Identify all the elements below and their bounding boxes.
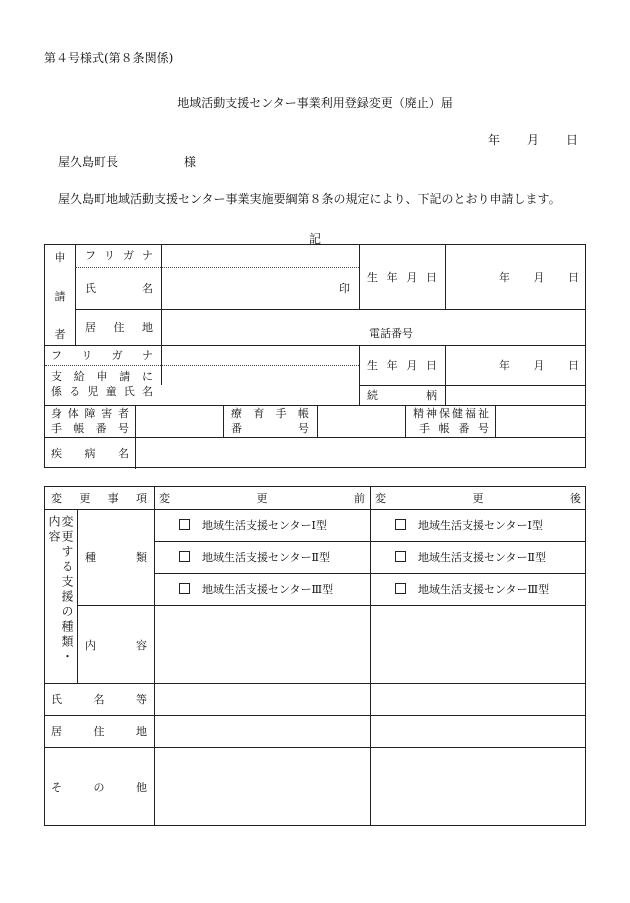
applicant-name-field[interactable]: [163, 270, 343, 306]
changes-table: [44, 486, 586, 826]
child-birth-label: 生 年 月 日: [367, 359, 437, 372]
applicant-address-label: 居 住 地: [85, 321, 153, 334]
change-support-vertical-label: 変更する支援の種類・内容: [47, 515, 74, 665]
addressee: 屋久島町長: [58, 155, 119, 169]
intro-text: 屋久島町地域活動支援センター事業実施要綱第８条の規定により、下記のとおり申請します。: [58, 192, 561, 206]
applicant-name-label: 氏 名: [85, 282, 153, 295]
applicant-group-label: [45, 251, 75, 341]
before-option-3[interactable]: 地域生活支援センターⅢ型: [179, 583, 333, 596]
name-before-field[interactable]: [156, 685, 368, 713]
date-day: 日: [565, 133, 578, 147]
content-after-field[interactable]: [372, 607, 584, 681]
header-before-label: 変 更 前: [159, 492, 365, 505]
other-after-field[interactable]: [372, 749, 584, 824]
relation-field[interactable]: [447, 387, 583, 404]
other-before-field[interactable]: [156, 749, 368, 824]
before-option-1[interactable]: 地域生活支援センターⅠ型: [179, 519, 327, 532]
applicant-birth-label: 生 年 月 日: [367, 271, 437, 284]
child-furigana-field[interactable]: [163, 347, 357, 365]
header-item-label: 変 更 事 項: [51, 492, 147, 505]
before-option-2[interactable]: 地域生活支援センターⅡ型: [179, 551, 330, 564]
checkbox-icon[interactable]: [395, 583, 406, 594]
after-option-2[interactable]: 地域生活支援センターⅡ型: [395, 551, 546, 564]
content-before-field[interactable]: [156, 607, 368, 681]
phone-field[interactable]: [425, 311, 583, 343]
child-furigana-label: フ リ ガ ナ: [51, 349, 153, 362]
applicant-birth-field[interactable]: 年 月 日: [499, 271, 579, 284]
header-after-label: 変 更 後: [375, 492, 581, 505]
form-number: 第４号様式(第８条関係): [44, 51, 174, 65]
address-before-field[interactable]: [156, 717, 368, 745]
checkbox-icon[interactable]: [395, 551, 406, 562]
physical-handbook-label: 身 体 障 害 者 手 帳 番 号: [51, 407, 129, 435]
physical-handbook-field[interactable]: [137, 407, 221, 435]
date-line: [488, 131, 578, 148]
disease-field[interactable]: [137, 439, 583, 467]
applicant-address-field[interactable]: [163, 311, 363, 343]
change-address-label: 居 住 地: [51, 725, 147, 738]
change-other-label: そ の 他: [51, 781, 147, 794]
applicant-furigana-field[interactable]: [163, 247, 357, 266]
date-month: 月: [526, 133, 539, 147]
type-label: 種 類: [85, 551, 147, 564]
applicant-group-char-1: 申: [54, 251, 66, 264]
checkbox-icon[interactable]: [395, 519, 406, 530]
content-label: 内 容: [85, 639, 147, 652]
change-name-label: 氏 名 等: [51, 693, 147, 706]
checkbox-icon[interactable]: [179, 519, 190, 530]
mental-handbook-label: 精 神 保 健 福 祉 手 帳 番 号: [413, 407, 489, 435]
applicant-group-char-3: 者: [54, 328, 66, 341]
checkbox-icon[interactable]: [179, 583, 190, 594]
ki-label: 記: [308, 232, 321, 246]
applicant-furigana-label: フ リ ガ ナ: [85, 249, 153, 262]
mental-handbook-field[interactable]: [497, 407, 583, 435]
honorific: 様: [184, 155, 197, 169]
child-birth-field[interactable]: 年 月 日: [499, 359, 579, 372]
relation-label: 続 柄: [367, 389, 437, 402]
seal-mark: 印: [339, 282, 350, 295]
address-after-field[interactable]: [372, 717, 584, 745]
date-year: 年: [488, 133, 501, 147]
child-name-label: 支 給 申 請 に 係 る 児 童 氏 名: [51, 370, 153, 398]
name-after-field[interactable]: [372, 685, 584, 713]
child-name-field[interactable]: [163, 367, 357, 403]
phone-label: 電話番号: [369, 327, 413, 340]
ryoiku-handbook-label: 療 育 手 帳 番 号: [231, 407, 309, 435]
ryoiku-handbook-field[interactable]: [319, 407, 403, 435]
applicant-table: [44, 244, 586, 468]
form-title: 地域活動支援センター事業利用登録変更（廃止）届: [177, 96, 453, 110]
checkbox-icon[interactable]: [179, 551, 190, 562]
after-option-3[interactable]: 地域生活支援センターⅢ型: [395, 583, 549, 596]
after-option-1[interactable]: 地域生活支援センターⅠ型: [395, 519, 543, 532]
disease-label: 疾 病 名: [51, 447, 129, 460]
applicant-group-char-2: 請: [54, 289, 66, 303]
